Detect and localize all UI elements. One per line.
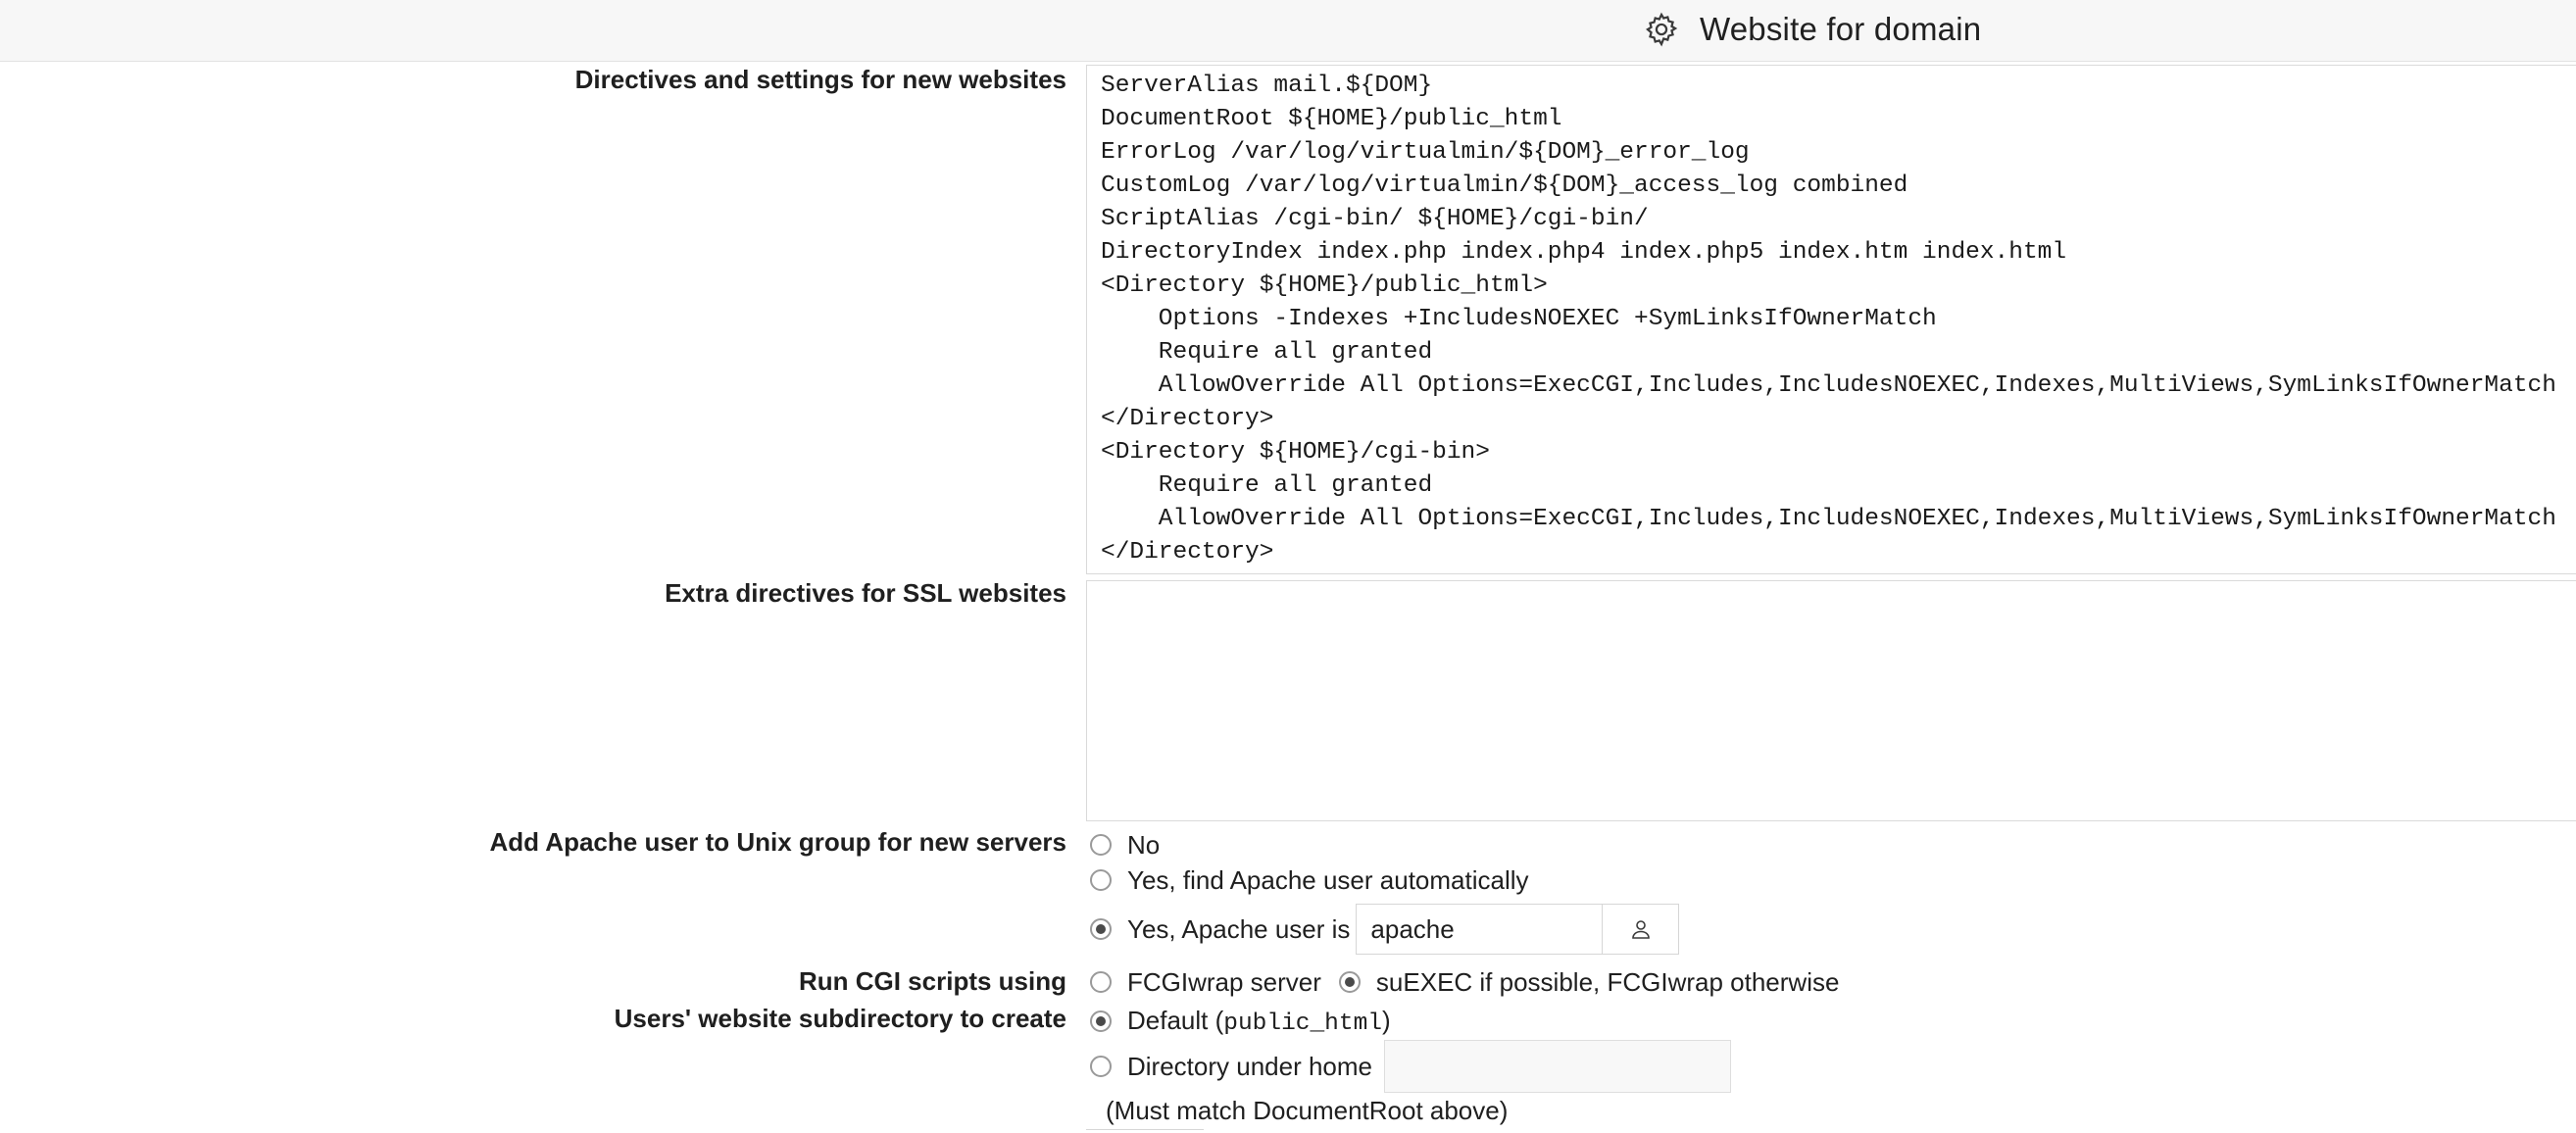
subdir-dir-input[interactable] [1384, 1040, 1731, 1093]
apache-group-option-user-label: Yes, Apache user is [1127, 913, 1351, 944]
subdir-note: (Must match DocumentRoot above) [1106, 1096, 1509, 1125]
apache-group-option-auto-label: Yes, find Apache user automatically [1127, 864, 1529, 895]
directives-line: DocumentRoot ${HOME}/public_html [1101, 106, 1562, 132]
directives-line: ServerAlias mail.${DOM} [1101, 73, 1433, 99]
directives-line: CustomLog /var/log/virtualmin/${DOM}_access_log combined [1101, 172, 1908, 199]
directives-line: <Directory ${HOME}/public_html> [1101, 272, 1548, 299]
page-title-text: Website for domain [1700, 11, 1982, 47]
subdir-label: Users' website subdirectory to create [614, 1004, 1066, 1033]
apache-group-radio-user[interactable] [1090, 918, 1112, 940]
user-icon [1629, 917, 1653, 941]
directives-line: Require all granted [1101, 472, 1433, 499]
ssl-directives-textarea[interactable] [1086, 580, 2576, 821]
apache-user-input[interactable]: apache [1356, 904, 1603, 955]
apache-group-option-auto[interactable] [1090, 861, 1547, 900]
apache-group-radio-no[interactable] [1090, 834, 1112, 856]
cgi-radio-suexec[interactable] [1339, 971, 1361, 993]
apache-group-option-user[interactable] [1090, 904, 1679, 955]
apache-group-radio-auto[interactable] [1090, 869, 1112, 891]
directives-label: Directives and settings for new websites [574, 65, 1066, 94]
subdir-default-prefix: Default ( [1127, 1006, 1224, 1035]
directives-line: </Directory> [1101, 406, 1274, 432]
directives-line: DirectoryIndex index.php index.php4 index.php5 index.htm index.html [1101, 239, 2067, 266]
next-field-edge [1086, 1129, 1204, 1133]
directives-line: <Directory ${HOME}/cgi-bin> [1101, 439, 1490, 466]
directives-line: AllowOverride All Options=ExecCGI,Includes,IncludesNOEXEC,Indexes,MultiViews,SymLinksIfOwnerMatch [1101, 506, 2556, 532]
directives-line: ScriptAlias /cgi-bin/ ${HOME}/cgi-bin/ [1101, 206, 1649, 232]
directives-textarea[interactable] [1086, 65, 2576, 574]
cgi-label: Run CGI scripts using [798, 966, 1066, 996]
header-bar [0, 0, 2576, 62]
subdir-radio-default[interactable] [1090, 1010, 1112, 1032]
subdir-option-default-label [1127, 1006, 1391, 1037]
directives-line: Require all granted [1101, 339, 1433, 366]
gear-icon[interactable] [1643, 11, 1680, 48]
ssl-directives-value [1101, 585, 2576, 618]
cgi-options [1090, 962, 1857, 1002]
cgi-option-fcgiwrap-label: FCGIwrap server [1127, 966, 1321, 997]
subdir-default-suffix: ) [1382, 1006, 1391, 1035]
directives-line: </Directory> [1101, 539, 1274, 566]
apache-group-label: Add Apache user to Unix group for new servers [489, 827, 1066, 857]
directives-line: AllowOverride All Options=ExecCGI,Includes,IncludesNOEXEC,Indexes,MultiViews,SymLinksIfOwnerMatch [1101, 372, 2556, 399]
subdir-default-code: public_html [1223, 1010, 1382, 1037]
subdir-radio-dir[interactable] [1090, 1056, 1112, 1077]
directives-line: Options -Indexes +IncludesNOEXEC +SymLinksIfOwnerMatch [1101, 306, 1937, 332]
ssl-directives-label: Extra directives for SSL websites [665, 578, 1066, 608]
cgi-option-suexec-label: suEXEC if possible, FCGIwrap otherwise [1375, 966, 1840, 997]
page-title [1643, 6, 1981, 53]
subdir-option-default[interactable] [1090, 1002, 1409, 1041]
cgi-radio-fcgiwrap[interactable] [1090, 971, 1112, 993]
subdir-option-dir-label: Directory under home [1127, 1051, 1372, 1081]
user-picker-button[interactable] [1603, 904, 1679, 955]
apache-group-option-no[interactable] [1090, 825, 1177, 864]
directives-line: ErrorLog /var/log/virtualmin/${DOM}_error_log [1101, 139, 1750, 166]
apache-group-option-no-label: No [1127, 829, 1161, 860]
subdir-option-dir[interactable] [1090, 1039, 1731, 1094]
